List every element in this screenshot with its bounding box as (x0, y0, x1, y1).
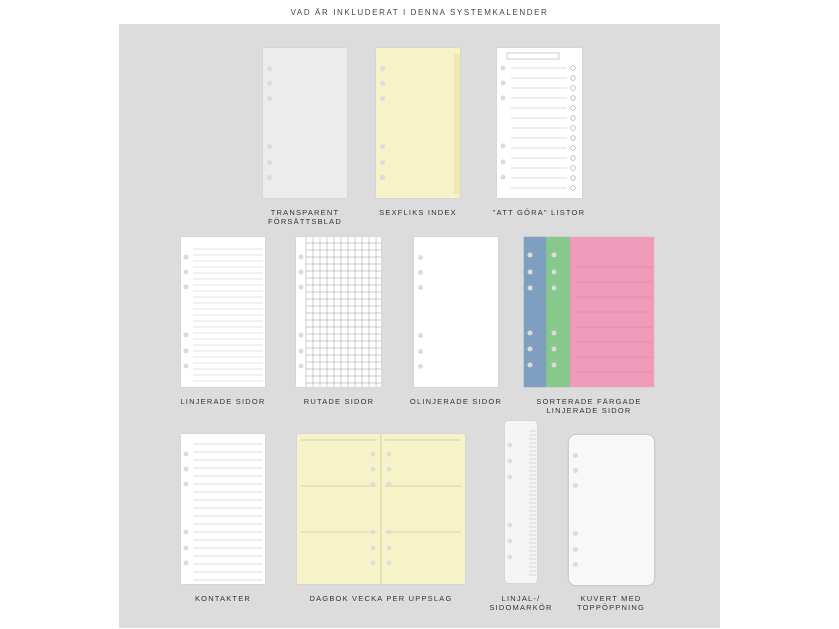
contacts-page (181, 434, 265, 584)
caption-lined: LINJERADE SIDOR (180, 397, 266, 406)
caption-diary: DAGBOK VECKA PER UPPSLAG (309, 594, 453, 603)
contacts-page-graphic (181, 434, 265, 584)
caption-todo-lists: "ATT GÖRA" LISTOR (492, 208, 586, 217)
caption-ruler: LINJAL-/ SIDOMARKÖR (489, 594, 553, 612)
todo-lines-graphic (497, 48, 582, 198)
diary-spread (297, 434, 465, 584)
six-tab-index-page (376, 48, 460, 198)
caption-grid: RUTADE SIDOR (303, 397, 375, 406)
top-opening-envelope (568, 434, 655, 586)
caption-plain: OLINJERADE SIDOR (409, 397, 503, 406)
transparent-cover-page (263, 48, 347, 198)
caption-envelope: KUVERT MED TOPPÖPPNING (576, 594, 646, 612)
page-title: VAD ÄR INKLUDERAT I DENNA SYSTEMKALENDER (290, 8, 549, 17)
caption-transparent: TRANSPARENT FÖRSÄTTSBLAD (268, 208, 342, 226)
lined-page (181, 237, 265, 387)
ruler-ticks-graphic (505, 421, 537, 583)
colored-lined-pages (524, 237, 654, 387)
grid-page (296, 237, 381, 387)
todo-list-page (497, 48, 582, 198)
contents-panel (119, 24, 720, 628)
plain-page (414, 237, 498, 387)
ruler-marker (505, 421, 537, 583)
grid-page-graphic (296, 237, 381, 387)
caption-six-tab-index: SEXFLIKS INDEX (379, 208, 457, 217)
caption-contacts: KONTAKTER (194, 594, 252, 603)
caption-colored-lined: SORTERADE FÄRGADE LINJERADE SIDOR (536, 397, 642, 415)
lined-page-graphic (181, 237, 265, 387)
